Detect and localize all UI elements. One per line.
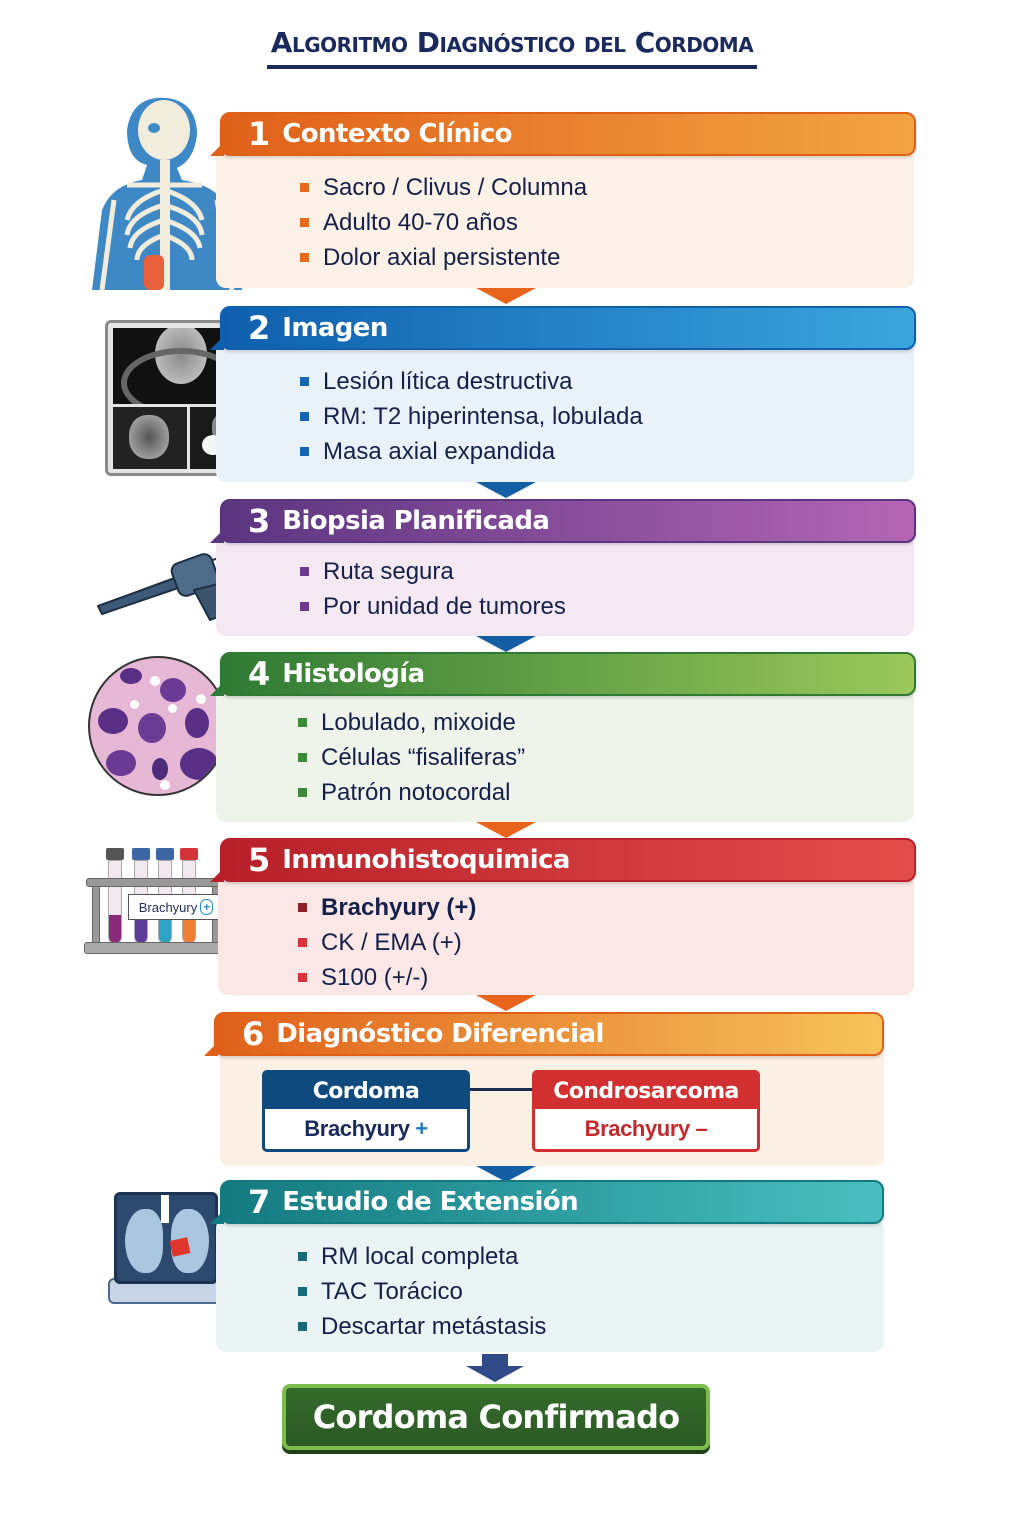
title-wrap [0,26,1024,69]
differential-condrosarcoma-title: Condrosarcoma [535,1073,757,1109]
step-title: Contexto Clínico [282,119,512,149]
plus-badge-icon: + [200,899,213,915]
step-7-bullets [298,1239,546,1344]
step-7-header [220,1180,884,1224]
step-6-header [214,1012,884,1056]
differential-condrosarcoma-box [532,1070,760,1152]
step-4-header [220,652,916,696]
list-item: S100 (+/-) [298,960,476,995]
step-title: Estudio de Extensión [282,1187,579,1217]
differential-condrosarcoma-marker: Brachyury – [584,1116,708,1141]
differential-cordoma-title: Cordoma [265,1073,467,1109]
differential-cordoma-box [262,1070,470,1152]
list-item: Masa axial expandida [300,434,643,469]
arrow-down-icon [476,636,536,652]
list-item: Células “fisaliferas” [298,740,525,775]
step-3-header [220,499,916,543]
step-number: 3 [248,502,271,540]
arrow-down-icon [476,288,536,304]
step-1-bullets [300,170,587,275]
step-number: 1 [248,115,271,153]
step-title: Imagen [282,313,388,343]
differential-cordoma-marker: Brachyury + [304,1116,428,1141]
step-title: Histología [282,659,425,689]
step-title: Inmunohistoquimica [282,845,570,875]
arrow-down-icon [476,822,536,838]
list-item: Dolor axial persistente [300,240,587,275]
arrow-down-icon [476,482,536,498]
list-item: RM: T2 hiperintensa, lobulada [300,399,643,434]
step-3-bullets [300,554,566,624]
step-5-bullets [298,890,476,995]
list-item: CK / EMA (+) [298,925,476,960]
test-tubes-icon [84,848,229,958]
step-number: 6 [242,1015,265,1053]
step-1-header [220,112,916,156]
chest-ct-lungs-icon [108,1192,224,1308]
list-item: Por unidad de tumores [300,589,566,624]
list-item: Brachyury (+) [298,890,476,925]
step-number: 7 [248,1183,271,1221]
test-tube-label: Brachyury [138,899,198,915]
connector-line [470,1088,534,1091]
page-title: Algoritmo Diagnóstico del Cordoma [267,26,757,69]
list-item: Sacro / Clivus / Columna [300,170,587,205]
arrow-down-icon [476,995,536,1011]
step-title: Diagnóstico Diferencial [276,1019,604,1049]
list-item: Lobulado, mixoide [298,705,525,740]
final-diagnosis-box: Cordoma Confirmado [282,1384,710,1450]
step-title: Biopsia Planificada [282,506,550,536]
list-item: Lesión lítica destructiva [300,364,643,399]
list-item: Adulto 40-70 años [300,205,587,240]
step-number: 4 [248,655,271,693]
list-item: TAC Torácico [298,1274,546,1309]
step-4-bullets [298,705,525,810]
step-5-header [220,838,916,882]
step-number: 5 [248,841,271,879]
list-item: Ruta segura [300,554,566,589]
step-number: 2 [248,309,271,347]
step-2-header [220,306,916,350]
list-item: Descartar metástasis [298,1309,546,1344]
histology-microscope-slide-icon [88,656,228,796]
step-2-bullets [300,364,643,469]
list-item: Patrón notocordal [298,775,525,810]
list-item: RM local completa [298,1239,546,1274]
